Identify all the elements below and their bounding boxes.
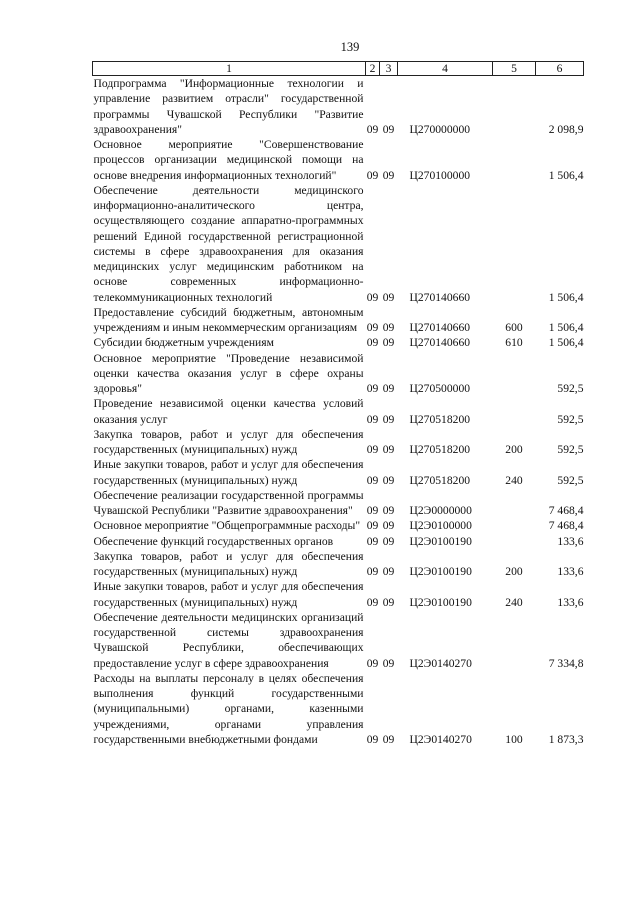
row-section: 09 [366,321,379,334]
row-name: Обеспечение реализации государственной программы Чувашской Республики "Развитие здравоохранения" [93,488,364,517]
row-name: Предоставление субсидий бюджетным, автономным учреждениям и иным некоммерческим организациям [93,305,364,334]
row-subsection: 09 [382,595,395,609]
row-target-code: Ц270518200 [409,412,471,426]
row-amount: 2 098,9 [548,122,584,136]
row-target-code: Ц270140660 [409,336,471,350]
row-section: 09 [366,504,379,517]
row-section: 09 [366,412,379,426]
row-subsection: 09 [382,534,395,548]
row-name: Подпрограмма "Информационные технологии и управление развитием отрасли" государственной программы Чувашской Республики "Развитие здравоохранения" [93,77,364,136]
table-row [93,549,584,580]
row-amount: 1 506,4 [548,168,584,182]
row-target-code: Ц2Э0140270 [409,732,472,746]
row-expense-type [493,137,536,183]
table-row [93,518,584,533]
row-amount: 592,5 [557,382,584,395]
row-name: Основное мероприятие "Совершенствование процессов организации медицинской помощи на основе внедрения информационных технологий" [93,138,364,182]
row-expense-type: 610 [505,336,523,350]
row-expense-type: 600 [505,321,523,334]
row-amount: 1 506,4 [548,321,584,334]
row-subsection: 09 [382,321,395,334]
row-expense-type: 240 [505,595,523,609]
column-header: 6 [536,62,584,76]
row-name: Основное мероприятие "Проведение независимой оценки качества оказания услуг в сфере охраны здоровья" [93,351,364,395]
row-target-code: Ц270518200 [409,443,471,456]
row-section: 09 [366,168,379,182]
row-section: 09 [366,565,379,578]
row-subsection: 09 [382,412,395,426]
row-expense-type: 200 [505,565,523,578]
row-amount: 592,5 [557,412,584,426]
table-body [93,76,584,748]
row-section: 09 [366,443,379,456]
row-amount: 7 468,4 [548,519,584,533]
row-amount: 133,6 [557,595,584,609]
table-row [93,427,584,458]
row-amount: 133,6 [557,534,584,548]
row-name: Обеспечение функций государственных органов [93,534,334,548]
table-row [93,671,584,747]
row-target-code: Ц270100000 [409,168,471,182]
table-row [93,305,584,336]
table-row [93,457,584,488]
row-amount: 7 334,8 [548,656,584,670]
row-expense-type [493,534,536,549]
column-header: 2 [366,62,380,76]
row-name: Обеспечение деятельности медицинских организаций государственной системы здравоохранения Чувашской Республики, обеспечивающих предоставление услуг в сфере здравоохранения [93,610,364,670]
row-amount: 1 506,4 [548,336,584,350]
column-header: 1 [93,62,366,76]
row-amount: 133,6 [557,565,584,578]
row-expense-type: 100 [505,732,523,746]
row-section: 09 [366,290,379,304]
row-name: Расходы на выплаты персоналу в целях обеспечения выполнения функций государственными (муниципальными) органами, казенными учреждениями, органами управления государственными внебюджетными фондами [93,671,364,746]
row-section: 09 [366,595,379,609]
row-target-code: Ц270000000 [409,122,471,136]
row-name: Закупка товаров, работ и услуг для обеспечения государственных (муниципальных) нужд [93,427,364,456]
row-section: 09 [366,473,379,487]
row-section: 09 [366,656,379,670]
table-row [93,76,584,138]
table-row [93,534,584,549]
table-row [93,351,584,397]
row-target-code: Ц2Э0140270 [409,656,472,670]
row-section: 09 [366,382,379,395]
row-section: 09 [366,122,379,136]
row-subsection: 09 [382,382,395,395]
column-header: 5 [493,62,536,76]
row-name: Основное мероприятие "Общепрограммные расходы" [93,519,361,533]
table-row [93,610,584,671]
row-section: 09 [366,534,379,548]
row-name: Обеспечение деятельности медицинского информационно-аналитического центра, осуществляющего создание аппаратно-программных решений Единой государственной регистрационной системы в сфере здравоохранения для оказания медицинских услуг медицинским работником на основе современных информационно-телекоммуникационных технологий [93,183,364,304]
row-subsection: 09 [382,290,395,304]
row-name: Иные закупки товаров, работ и услуг для обеспечения государственных (муниципальных) нужд [93,580,364,609]
row-expense-type: 240 [505,473,523,487]
budget-table [92,61,584,747]
row-target-code: Ц270500000 [409,382,471,395]
table-row [93,183,584,305]
header-row [93,62,584,76]
row-amount: 1 506,4 [548,290,584,304]
row-amount: 592,5 [557,473,584,487]
row-expense-type [493,183,536,305]
row-subsection: 09 [382,443,395,456]
column-header: 4 [398,62,493,76]
table-row [93,335,584,350]
table-row [93,579,584,610]
row-subsection: 09 [382,122,395,136]
table-row [93,396,584,427]
row-expense-type [493,351,536,397]
row-name: Закупка товаров, работ и услуг для обеспечения государственных (муниципальных) нужд [93,549,364,578]
row-subsection: 09 [382,336,395,350]
row-section: 09 [366,732,379,746]
row-subsection: 09 [382,656,395,670]
row-name: Иные закупки товаров, работ и услуг для обеспечения государственных (муниципальных) нужд [93,458,364,487]
table-row [93,488,584,519]
row-target-code: Ц2Э0100190 [409,565,472,578]
row-target-code: Ц270140660 [409,290,471,304]
row-subsection: 09 [382,565,395,578]
row-expense-type [493,396,536,427]
row-expense-type: 200 [505,443,523,456]
row-target-code: Ц2Э0100190 [409,534,472,548]
row-section: 09 [366,336,379,350]
row-amount: 7 468,4 [548,504,584,517]
row-expense-type [493,518,536,533]
row-amount: 592,5 [557,443,584,456]
row-target-code: Ц270518200 [409,473,471,487]
row-name: Субсидии бюджетным учреждениям [93,336,274,350]
row-subsection: 09 [382,519,395,533]
row-target-code: Ц2Э0100000 [409,519,472,533]
table-row [93,137,584,183]
column-header: 3 [380,62,398,76]
row-expense-type [493,610,536,671]
row-target-code: Ц2Э0100190 [409,595,472,609]
row-subsection: 09 [382,168,395,182]
row-amount: 1 873,3 [548,732,584,746]
page-number: 139 [340,40,360,54]
row-subsection: 09 [382,504,395,517]
row-target-code: Ц270140660 [409,321,471,334]
row-subsection: 09 [382,732,395,746]
row-expense-type [493,76,536,138]
row-subsection: 09 [382,473,395,487]
row-section: 09 [366,519,379,533]
row-target-code: Ц2Э0000000 [409,504,472,517]
row-expense-type [493,488,536,519]
row-name: Проведение независимой оценки качества условий оказания услуг [93,397,364,426]
